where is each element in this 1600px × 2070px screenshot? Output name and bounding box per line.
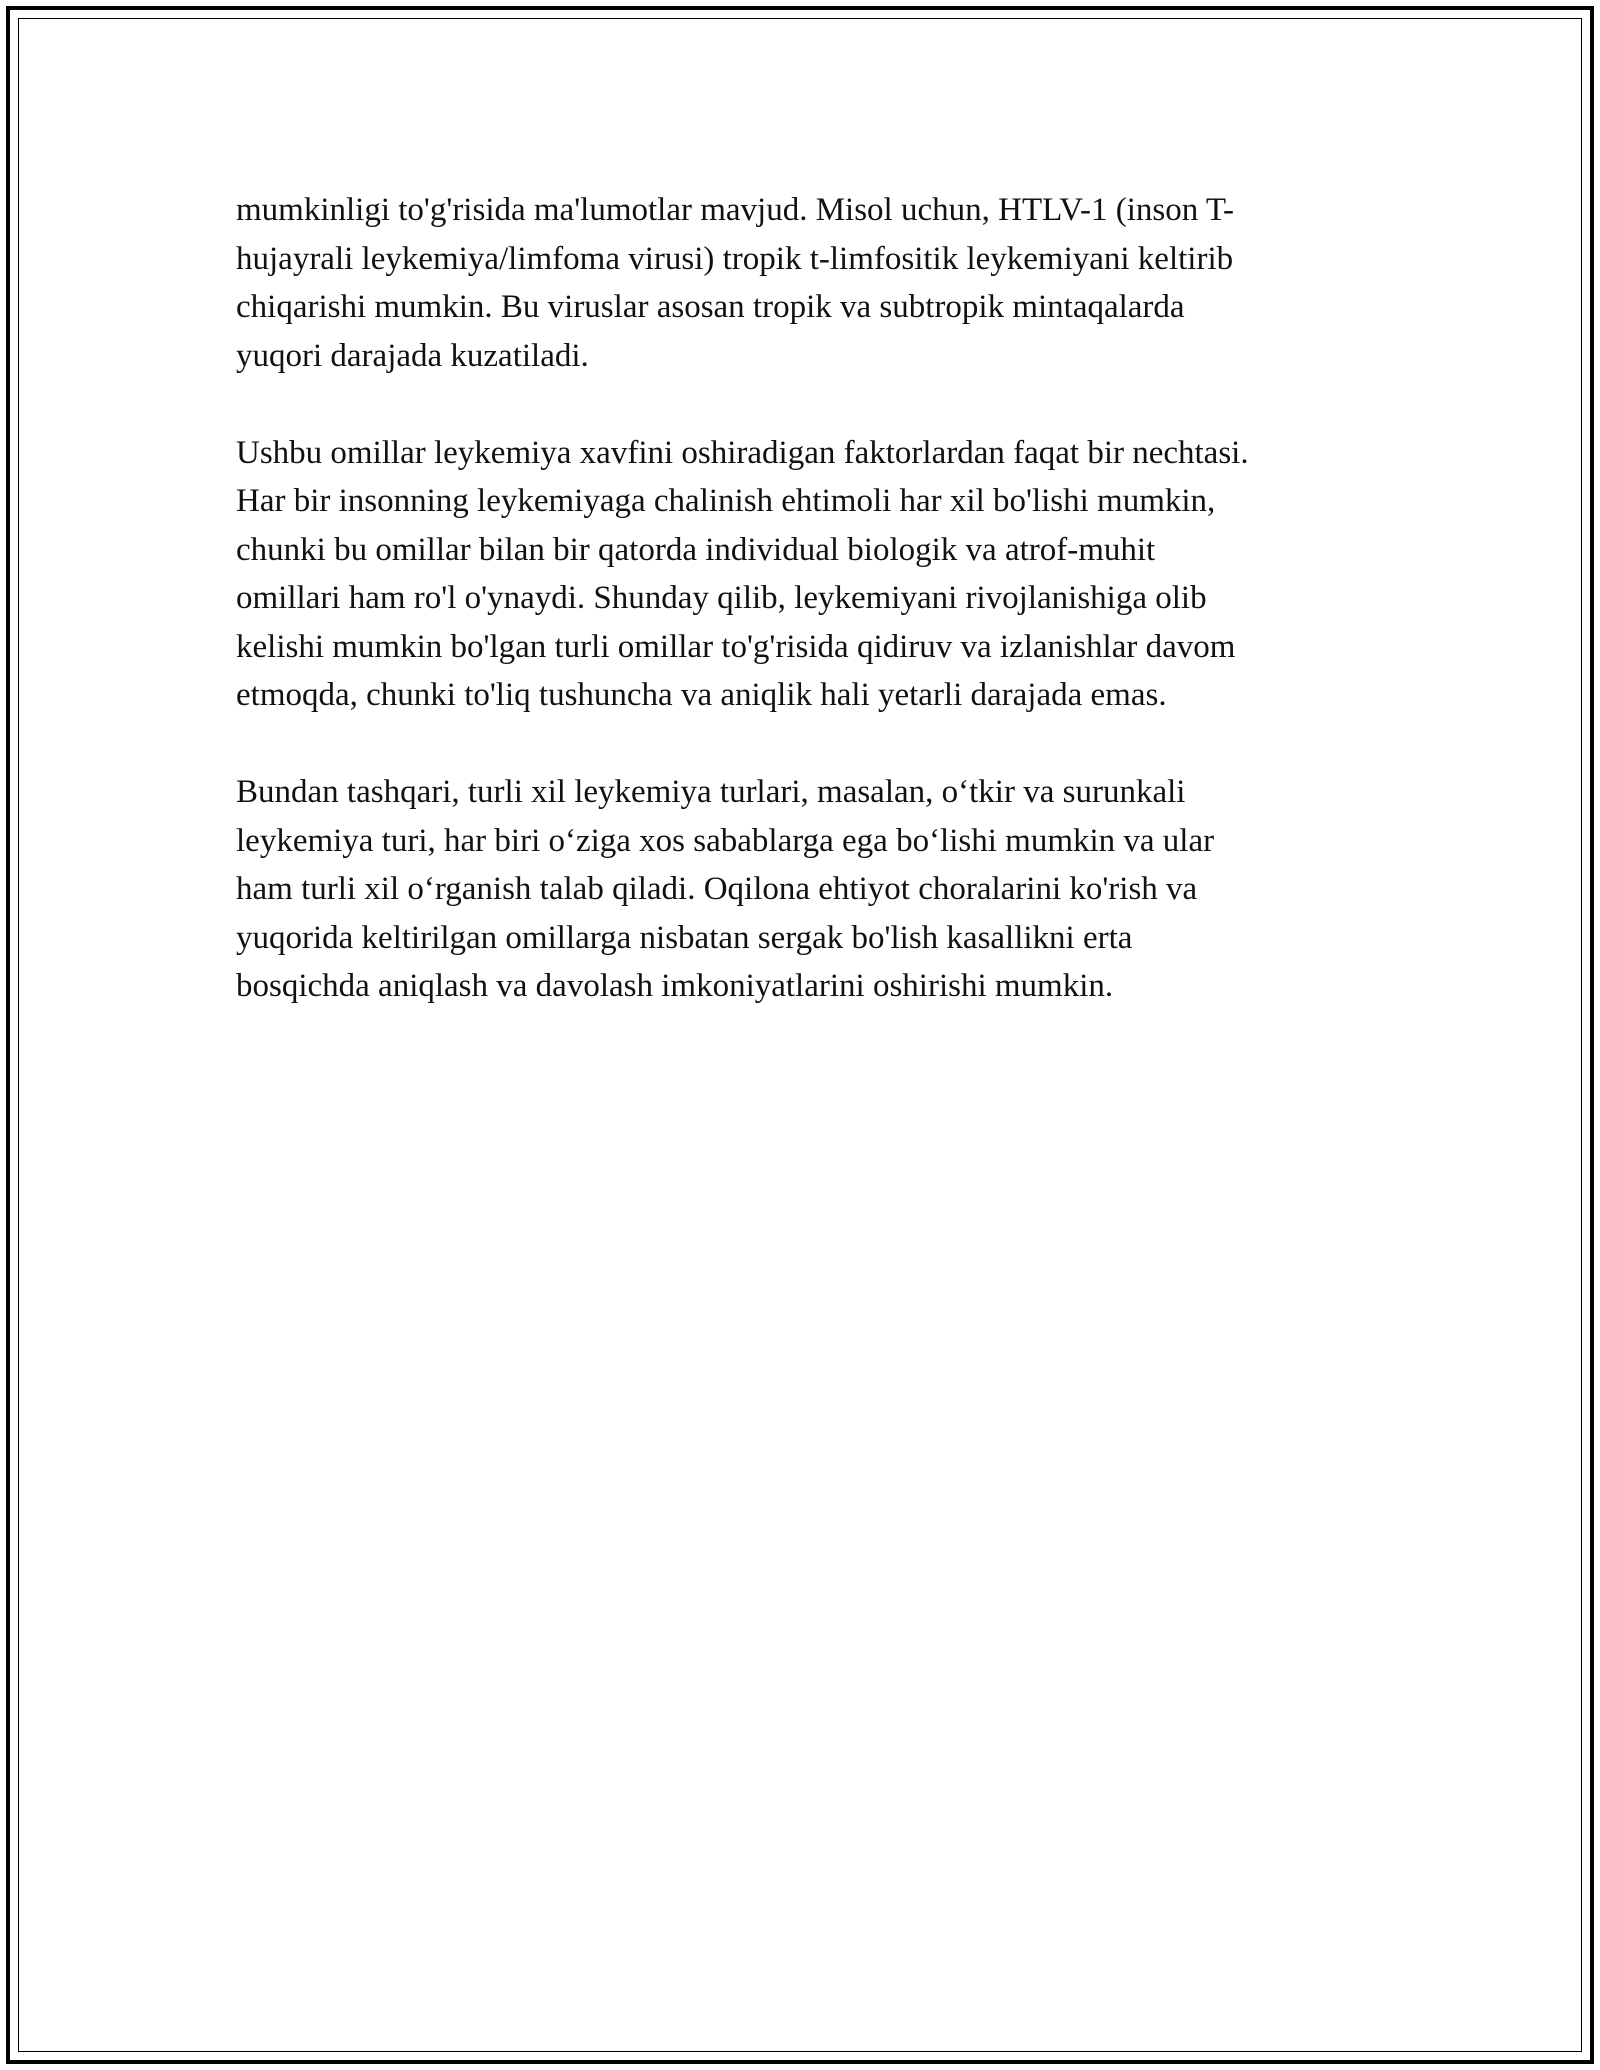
paragraph-line: leykemiya turi, har biri o‘ziga xos sabablarga ega bo‘lishi mumkin va ular [236, 822, 1215, 859]
document-body [236, 186, 1386, 1059]
paragraph-line: chiqarishi mumkin. Bu viruslar asosan tropik va subtropik mintaqalarda [236, 289, 1185, 325]
paragraph-line: mumkinligi to'g'risida ma'lumotlar mavjud. Misol uchun, HTLV-1 (inson T- [236, 192, 1235, 228]
paragraph-line: hujayrali leykemiya/limfoma virusi) tropik t-limfositik leykemiyani keltirib [236, 240, 1234, 277]
paragraph-line: omillari ham ro'l o'ynaydi. Shunday qilib, leykemiyani rivojlanishiga olib [236, 580, 1207, 616]
paragraph-line: Ushbu omillar leykemiya xavfini oshiradigan faktorlardan faqat bir nechtasi. [236, 434, 1249, 471]
paragraph-line: kelishi mumkin bo'lgan turli omillar to'g'risida qidiruv va izlanishlar davom [236, 628, 1236, 665]
paragraph-3 [236, 768, 1386, 1011]
paragraph-line: Bundan tashqari, turli xil leykemiya turlari, masalan, o‘tkir va surunkali [236, 774, 1186, 810]
paragraph-line: etmoqda, chunki to'liq tushuncha va aniqlik hali yetarli darajada emas. [236, 677, 1167, 713]
paragraph-1 [236, 186, 1386, 380]
paragraph-line: Har bir insonning leykemiyaga chalinish ehtimoli har xil bo'lishi mumkin, [236, 483, 1216, 519]
paragraph-line: chunki bu omillar bilan bir qatorda individual biologik va atrof-muhit [236, 531, 1156, 568]
paragraph-2 [236, 429, 1386, 720]
paragraph-line: ham turli xil o‘rganish talab qiladi. Oqilona ehtiyot choralarini ko'rish va [236, 871, 1198, 907]
paragraph-line: bosqichda aniqlash va davolash imkoniyatlarini oshirishi mumkin. [236, 968, 1114, 1004]
paragraph-line: yuqori darajada kuzatiladi. [236, 337, 589, 374]
paragraph-line: yuqorida keltirilgan omillarga nisbatan sergak bo'lish kasallikni erta [236, 919, 1133, 956]
